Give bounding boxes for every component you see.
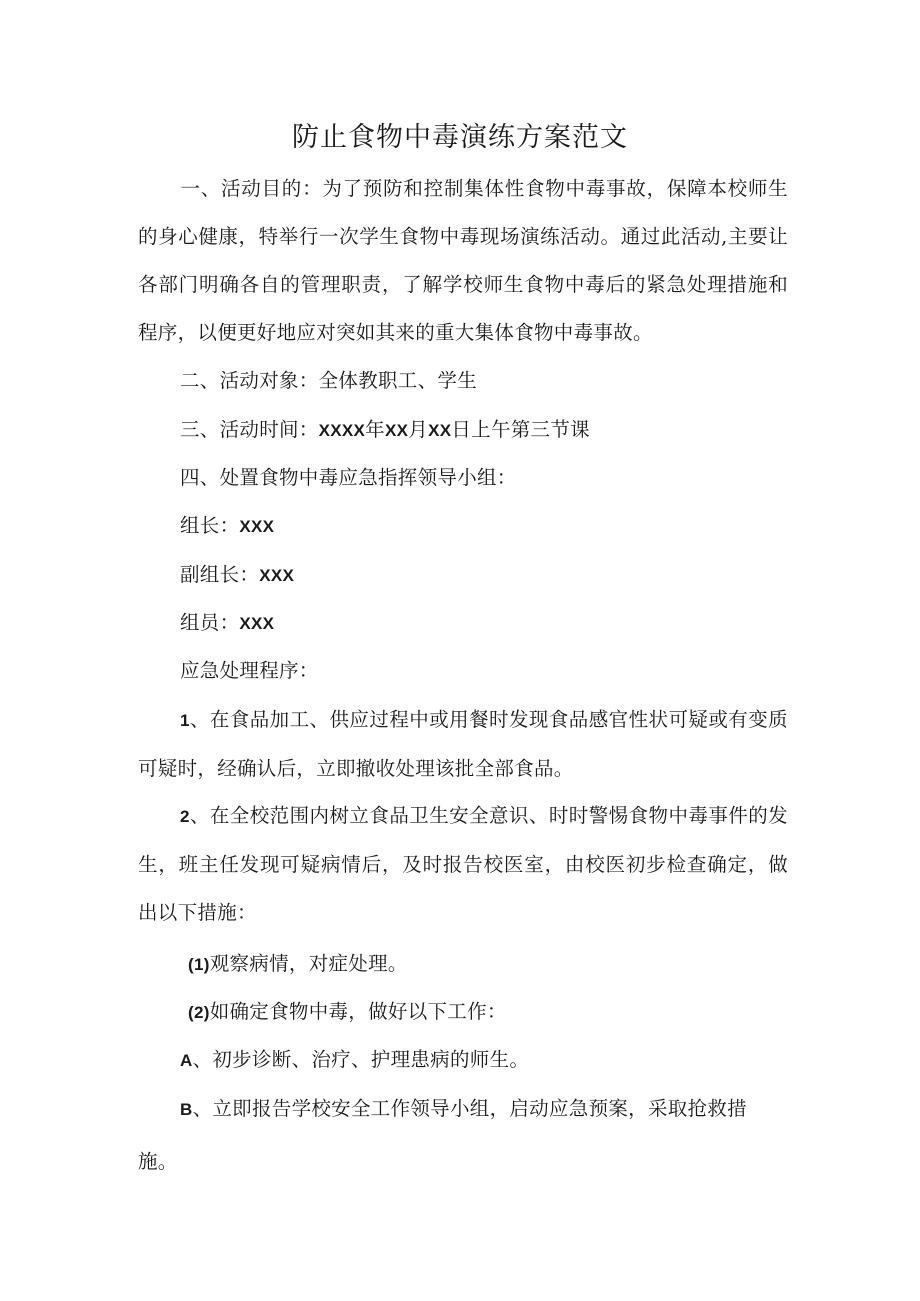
purpose-text: 一、活动目的：为了预防和控制集体性食物中毒事故，保障本校师生的身心健康，特举行一次学生食物中毒现场演练活动。通过此活动,主要让各部门明确各自的管理职责，了解学校师生食物中毒后的紧急处理措施和程序，以便更好地应对突如其来的重大集体食物中毒事故。 bbox=[138, 177, 788, 344]
step2-text: 、在全校范围内树立食品卫生安全意识、时时警惕食物中毒事件的发生，班主任发现可疑病情后，及时报告校医室，由校医初步检查确定，做出以下措施： bbox=[138, 804, 788, 924]
leader-line bbox=[180, 502, 274, 551]
substep1-line bbox=[188, 940, 408, 989]
target-line: 二、活动对象：全体教职工、学生 bbox=[180, 369, 478, 392]
time-rest: 日上午第三节课 bbox=[451, 418, 590, 441]
substep2-number: (2) bbox=[188, 1003, 210, 1022]
item-b-line bbox=[180, 1085, 747, 1134]
deputy-value: XXX bbox=[259, 566, 295, 585]
item-a-line bbox=[180, 1036, 529, 1085]
procedure-heading: 应急处理程序： bbox=[180, 659, 319, 682]
purpose-paragraph bbox=[138, 165, 788, 357]
time-month: XX bbox=[384, 421, 409, 440]
time-prefix: 三、活动时间： bbox=[180, 418, 319, 441]
time-line bbox=[180, 406, 590, 455]
item-b-text: 、立即报告学校安全工作领导小组，启动应急预案，采取抢救措 bbox=[192, 1097, 747, 1120]
time-year: XXXX bbox=[318, 421, 366, 440]
item-a-text: 、初步诊断、治疗、护理患病的师生。 bbox=[192, 1048, 530, 1071]
step1-text: 、在食品加工、供应过程中或用餐时发现食品感官性状可疑或有变质可疑时，经确认后，立即撤收处理该批全部食品。 bbox=[138, 708, 788, 780]
leader-value: XXX bbox=[239, 517, 275, 536]
step1-number: 1 bbox=[180, 711, 190, 730]
step2-number: 2 bbox=[180, 807, 190, 826]
step2-paragraph bbox=[138, 792, 788, 937]
item-b-label: B bbox=[180, 1100, 193, 1119]
time-year-unit: 年 bbox=[365, 418, 385, 441]
substep1-text: 观察病情，对症处理。 bbox=[209, 952, 408, 975]
substep1-number: (1) bbox=[188, 955, 210, 974]
leader-label: 组长： bbox=[180, 514, 240, 537]
step1-paragraph bbox=[138, 696, 788, 793]
document-title: 防止食物中毒演练方案范文 bbox=[292, 122, 628, 153]
member-label: 组员： bbox=[180, 611, 240, 634]
time-day: XX bbox=[428, 421, 452, 440]
member-value: XXX bbox=[239, 614, 275, 633]
deputy-line bbox=[180, 551, 294, 600]
item-a-label: A bbox=[180, 1051, 193, 1070]
item-b-continuation: 施。 bbox=[138, 1150, 178, 1173]
team-heading: 四、处置食物中毒应急指挥领导小组： bbox=[180, 466, 517, 489]
deputy-label: 副组长： bbox=[180, 563, 260, 586]
substep2-line bbox=[188, 988, 507, 1037]
time-month-unit: 月 bbox=[408, 418, 429, 441]
member-line bbox=[180, 599, 274, 648]
substep2-text: 如确定食物中毒，做好以下工作： bbox=[209, 1000, 507, 1023]
